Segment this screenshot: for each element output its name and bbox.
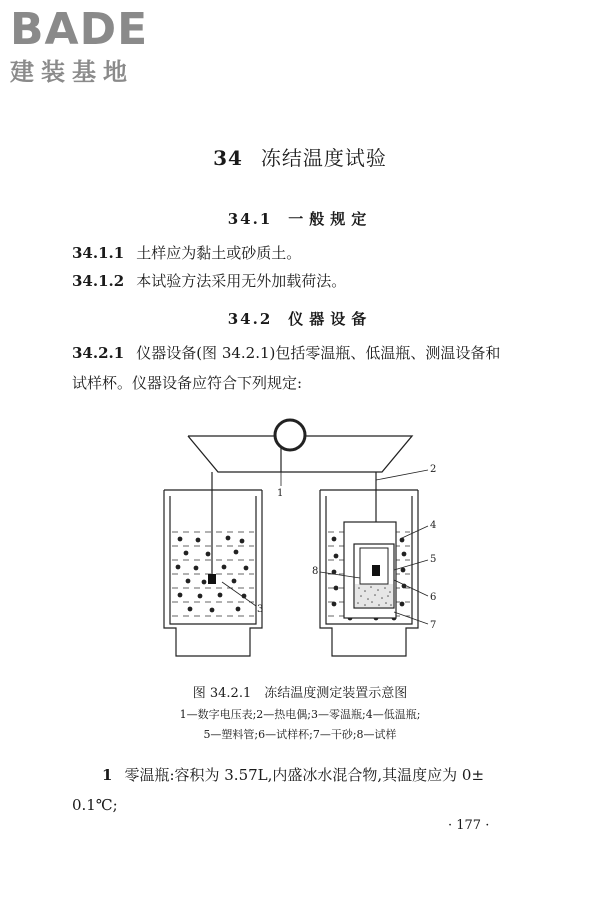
label-8: 8 [312,566,319,577]
page-number: · 177 · [448,818,490,833]
brand-logo [8,6,178,90]
clause-text-line1: 仪器设备(图 34.2.1)包括零温瓶、低温瓶、测温设备和 [136,344,501,362]
label-4: 4 [430,520,437,531]
chapter-title [0,142,600,171]
clause-number: 34.2.1 [72,344,125,362]
zero-temperature-flask [164,490,262,656]
thermocouple-junction-right [372,565,380,576]
item-1 [72,760,542,820]
section-number: 34.1 [227,210,273,228]
item-text-line1: 零温瓶:容积为 3.57L,内盛冰水混合物,其温度应为 0± [124,766,485,784]
section-title-34-1 [0,208,600,229]
apparatus-diagram [150,410,450,675]
label-5: 5 [430,554,437,565]
logo-subtitle: 建装基地 [10,58,134,86]
clause-line-1 [72,338,542,368]
section-title-text: 一般规定 [288,210,373,228]
leader-lines [222,450,428,624]
figure-legend-line-1: 1—数字电压表;2—热电偶;3—零温瓶;4—低温瓶; [179,708,421,721]
label-6: 6 [430,592,437,603]
figure-legend-line-2: 5—塑料管;6—试样杯;7—干砂;8—试样 [203,728,397,741]
label-3: 3 [257,604,264,615]
logo-wordmark: BADE [10,4,149,55]
clause-34-2-1 [72,338,542,398]
section-title-text: 仪器设备 [288,310,373,328]
item-line-1 [72,760,542,790]
item-number: 1 [102,766,113,784]
section-title-34-2 [0,308,600,329]
chapter-number: 34 [213,146,243,170]
section-number: 34.2 [227,310,273,328]
item-text-line2: 0.1℃; [72,796,118,814]
clause-text: 本试验方法采用无外加载荷法。 [136,272,347,290]
figure-caption: 图 34.2.1 冻结温度测定装置示意图 [192,686,408,701]
thermocouple-junction-left [208,574,216,584]
dry-sand [355,584,393,607]
digital-voltmeter [275,420,305,450]
clause-number: 34.1.1 [72,244,125,262]
chapter-title-text: 冻结温度试验 [260,146,387,170]
clause-text-line2: 试样杯。仪器设备应符合下列规定: [72,374,303,392]
clause-text: 土样应为黏土或砂质土。 [136,244,302,262]
clause-number: 34.1.2 [72,272,125,290]
label-1: 1 [277,488,284,499]
label-2: 2 [430,464,437,475]
clause-34-1-1 [72,238,542,268]
clause-34-1-2 [72,266,542,296]
label-7: 7 [430,620,437,631]
